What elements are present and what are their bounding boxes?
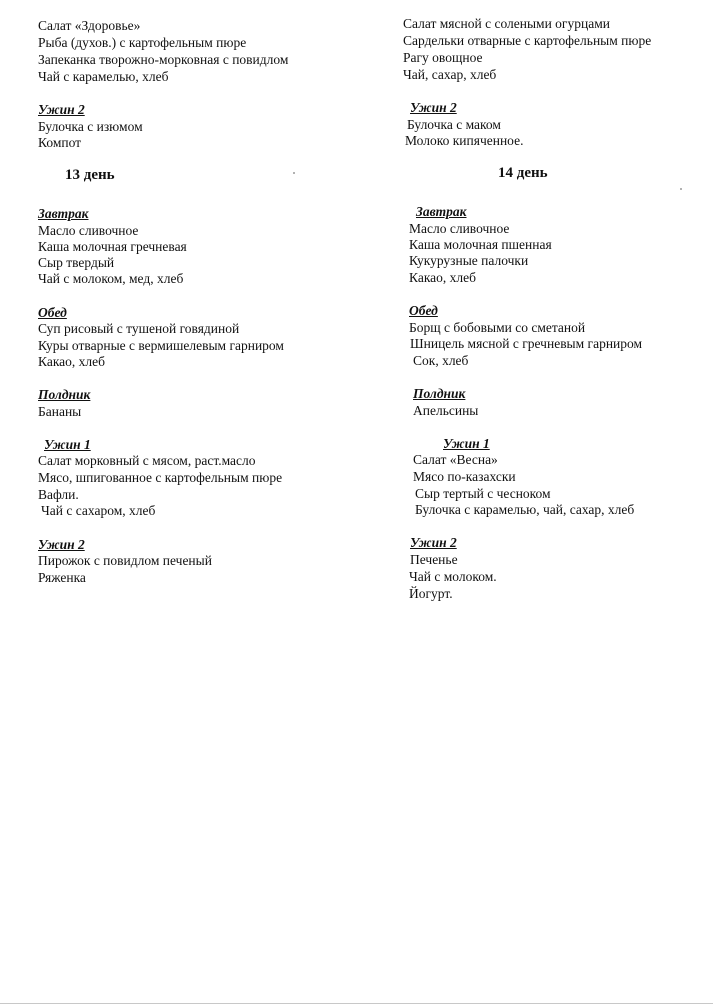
meal-header-breakfast: Завтрак	[416, 204, 467, 219]
menu-item: Масло сливочное	[38, 223, 139, 238]
menu-item: Мясо, шпигованное с картофельным пюре	[38, 470, 283, 485]
day-title: 14 день	[498, 165, 548, 181]
menu-item: Чай с сахаром, хлеб	[41, 503, 156, 518]
meal-header-lunch: Обед	[409, 303, 438, 318]
scan-edge	[0, 1003, 713, 1004]
meal-header-lunch: Обед	[38, 305, 67, 320]
menu-item: Сардельки отварные с картофельным пюре	[403, 33, 652, 48]
menu-item: Булочка с изюмом	[38, 119, 143, 134]
menu-item: Каша молочная гречневая	[38, 239, 187, 254]
scan-speck	[680, 188, 682, 190]
menu-item: Сыр тертый с чесноком	[415, 486, 551, 501]
menu-item: Какао, хлеб	[38, 354, 106, 369]
menu-item: Салат мясной с солеными огурцами	[403, 16, 610, 31]
menu-item: Чай, сахар, хлеб	[403, 67, 497, 82]
menu-item: Молоко кипяченное.	[405, 133, 524, 148]
meal-header-dinner1: Ужин 1	[443, 436, 490, 451]
menu-item: Каша молочная пшенная	[409, 237, 552, 252]
meal-header-dinner2: Ужин 2	[38, 102, 85, 117]
menu-item: Бананы	[38, 404, 82, 419]
day-title: 13 день	[65, 167, 115, 183]
menu-item: Сыр твердый	[38, 255, 115, 270]
scan-speck	[293, 172, 295, 174]
menu-item: Борщ с бобовыми со сметаной	[409, 320, 586, 335]
menu-item: Рыба (духов.) с картофельным пюре	[38, 35, 247, 50]
menu-item: Апельсины	[413, 403, 479, 418]
menu-item: Чай с молоком.	[409, 569, 497, 584]
menu-item: Запеканка творожно-морковная с повидлом	[38, 52, 289, 67]
menu-item: Мясо по-казахски	[413, 469, 516, 484]
meal-header-dinner2: Ужин 2	[410, 100, 457, 115]
menu-item: Кукурузные палочки	[409, 253, 529, 268]
meal-header-dinner2: Ужин 2	[38, 537, 85, 552]
menu-item: Суп рисовый с тушеной говядиной	[38, 321, 240, 336]
menu-item: Масло сливочное	[409, 221, 510, 236]
meal-header-snack: Полдник	[413, 386, 466, 401]
menu-item: Чай с молоком, мед, хлеб	[38, 271, 184, 286]
menu-item: Рагу овощное	[403, 50, 483, 65]
menu-item: Компот	[38, 135, 82, 150]
menu-item: Йогурт.	[409, 586, 453, 601]
menu-item: Шницель мясной с гречневым гарниром	[410, 336, 643, 351]
menu-item: Салат «Весна»	[413, 452, 498, 467]
menu-item: Булочка с маком	[407, 117, 501, 132]
menu-item: Чай с карамелью, хлеб	[38, 69, 169, 84]
meal-header-dinner2: Ужин 2	[410, 535, 457, 550]
meal-header-snack: Полдник	[38, 387, 91, 402]
menu-item: Салат «Здоровье»	[38, 18, 141, 33]
menu-item: Вафли.	[38, 487, 79, 502]
menu-item: Булочка с карамелью, чай, сахар, хлеб	[415, 502, 635, 517]
menu-item: Салат морковный с мясом, раст.масло	[38, 453, 256, 468]
menu-item: Сок, хлеб	[413, 353, 469, 368]
meal-header-dinner1: Ужин 1	[44, 437, 91, 452]
menu-item: Куры отварные с вермишелевым гарниром	[38, 338, 284, 353]
meal-header-breakfast: Завтрак	[38, 206, 89, 221]
menu-item: Пирожок с повидлом печеный	[38, 553, 212, 568]
menu-item: Ряженка	[38, 570, 86, 585]
menu-item: Печенье	[410, 552, 458, 567]
menu-item: Какао, хлеб	[409, 270, 477, 285]
